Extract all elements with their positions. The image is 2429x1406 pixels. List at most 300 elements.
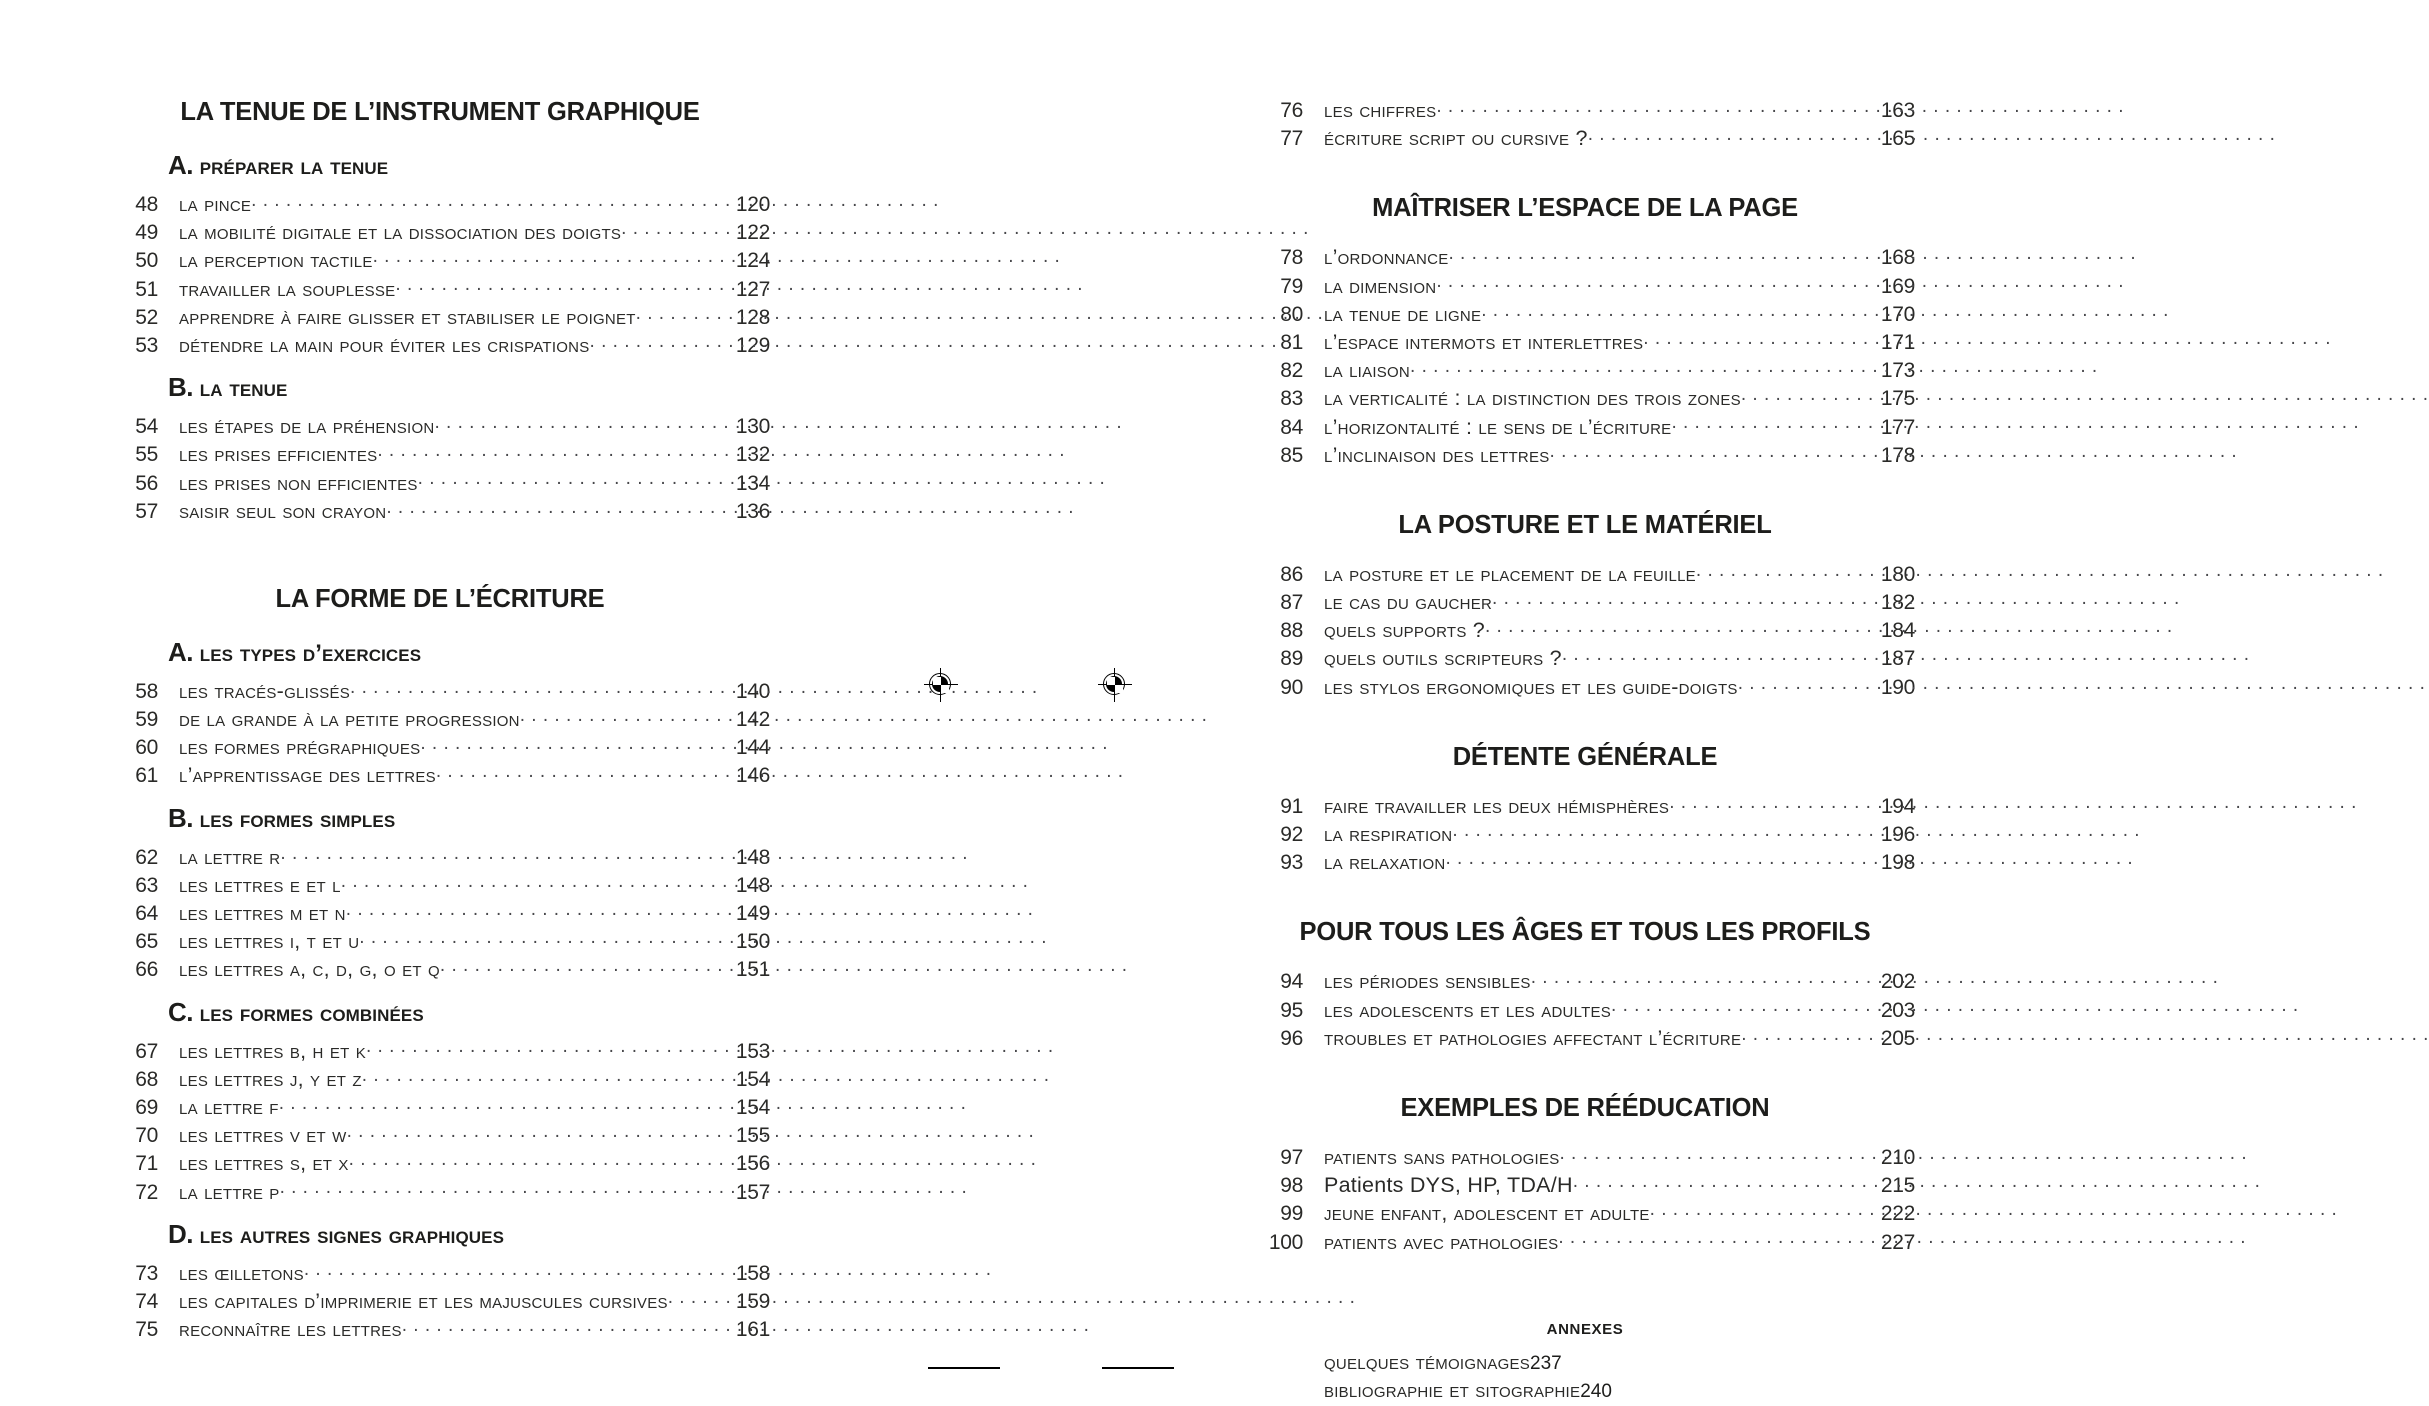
toc-entry[interactable] — [1255, 126, 1915, 154]
toc-entry-number: 51 — [135, 277, 158, 301]
toc-entry-page: 122 — [735, 221, 770, 245]
toc-entry-title: la relaxation — [1324, 850, 1446, 875]
dot-leader — [362, 1067, 723, 1086]
toc-entry[interactable] — [1255, 443, 1915, 471]
toc-entry[interactable] — [110, 1151, 770, 1179]
dot-leader — [590, 333, 723, 352]
toc-entry-page: 222 — [1880, 1202, 1915, 1226]
toc-entry-number: 56 — [135, 471, 158, 495]
toc-entry[interactable] — [110, 1095, 770, 1123]
toc-entry-page: 151 — [735, 958, 770, 982]
toc-entry-title: l’ordonnance — [1324, 245, 1449, 270]
toc-entry-number: 96 — [1280, 1026, 1303, 1050]
toc-entry-number: 90 — [1280, 675, 1303, 699]
annex-entry[interactable] — [1255, 1350, 1915, 1378]
dot-leader — [1696, 562, 1868, 581]
toc-entry[interactable] — [1255, 358, 1915, 386]
toc-entry-title: les lettres b, h et k — [179, 1038, 366, 1063]
dot-leader — [1445, 850, 1868, 869]
toc-entry-title: les capitales d’imprimerie et les majuscules cursives — [179, 1288, 668, 1313]
toc-entry[interactable] — [110, 929, 770, 957]
toc-entry[interactable] — [110, 901, 770, 929]
toc-entry-page: 180 — [1880, 562, 1915, 586]
toc-part-title: DÉTENTE GÉNÉRALE — [1452, 742, 1718, 771]
toc-entry-page: 150 — [735, 930, 770, 954]
toc-entry-number: 68 — [135, 1067, 158, 1091]
toc-entry-number: 72 — [135, 1180, 158, 1204]
toc-entry-title: reconnaître les lettres — [179, 1317, 402, 1342]
annex-entry[interactable] — [1255, 1378, 1915, 1406]
toc-entry[interactable] — [1255, 1173, 1915, 1201]
toc-entry[interactable] — [110, 442, 770, 470]
toc-entry[interactable] — [110, 1180, 770, 1208]
toc-entry-page: 173 — [1880, 359, 1915, 383]
dot-leader — [1485, 618, 1868, 637]
spacer — [1255, 947, 1915, 969]
toc-entry-title: les lettres j, y et z — [179, 1066, 362, 1091]
toc-entry-number: 55 — [135, 443, 158, 467]
toc-entry-title: les tracés-glissés — [179, 678, 351, 703]
section-heading-text: les formes simples — [199, 805, 396, 833]
toc-entry[interactable] — [110, 957, 770, 985]
spacer — [1255, 703, 1915, 743]
toc-entry-title: les lettres v et w — [179, 1123, 347, 1148]
dot-leader — [347, 1123, 723, 1142]
toc-entry[interactable] — [1255, 1230, 1915, 1258]
toc-entry-page: 178 — [1880, 443, 1915, 467]
toc-entry-number: 53 — [135, 333, 158, 357]
spacer — [1255, 471, 1915, 511]
toc-entry-number: 62 — [135, 845, 158, 869]
dot-leader — [434, 414, 723, 433]
toc-entry-number: 50 — [135, 249, 158, 273]
toc-entry-number: 48 — [135, 193, 158, 216]
toc-part-title: POUR TOUS LES ÂGES ET TOUS LES PROFILS — [1299, 918, 1871, 947]
dot-leader — [420, 735, 723, 754]
toc-entry[interactable] — [1255, 302, 1915, 330]
toc-entry-title: l’horizontalité : le sens de l’écriture — [1324, 414, 1672, 439]
dot-leader — [304, 1261, 723, 1280]
spacer — [110, 127, 770, 149]
annex-entry-title: bibliographie et sitographie — [1324, 1377, 1581, 1402]
toc-entry-title: les stylos ergonomiques et les guide-doigts — [1324, 674, 1738, 699]
toc-entry-page: 227 — [1880, 1230, 1915, 1254]
toc-entry-title: les chiffres — [1324, 98, 1437, 122]
dot-leader — [350, 679, 723, 698]
dot-leader — [1741, 1026, 1868, 1045]
toc-entry-number: 59 — [135, 708, 158, 732]
dot-leader — [1611, 998, 1868, 1017]
toc-entry[interactable] — [1255, 415, 1915, 443]
toc-entry-page: 148 — [735, 845, 770, 869]
toc-entry-title: les prises non efficientes — [179, 470, 418, 495]
toc-entry-title: la tenue de ligne — [1324, 301, 1482, 326]
toc-entry-number: 86 — [1280, 562, 1303, 586]
annexes-title: annexes — [1546, 1315, 1624, 1339]
toc-entry-title: les lettres s, et x — [179, 1151, 349, 1176]
toc-entry-title: l’apprentissage des lettres — [179, 763, 436, 788]
toc-entry-number: 63 — [135, 873, 158, 897]
toc-entry-title: patients sans pathologies — [1324, 1144, 1560, 1169]
toc-entry-number: 76 — [1280, 99, 1303, 122]
section-letter: B. — [168, 372, 200, 403]
spacer — [1255, 1054, 1915, 1094]
dot-leader — [621, 220, 723, 239]
toc-entry-title: l’espace intermots et interlettres — [1324, 329, 1644, 354]
toc-entry-page: 149 — [735, 902, 770, 925]
toc-entry-title: détendre la main pour éviter les crispations — [179, 332, 590, 357]
dot-leader — [1452, 822, 1868, 841]
dot-leader — [377, 442, 723, 461]
toc-entry-page: 202 — [1880, 970, 1915, 994]
dot-leader — [668, 1289, 723, 1308]
toc-entry-title: la lettre p — [179, 1179, 280, 1204]
dot-leader — [1436, 98, 1868, 117]
toc-entry-page: 154 — [735, 1095, 770, 1119]
toc-entry-title: les lettres i, t et u — [179, 929, 360, 954]
toc-left-column — [110, 98, 770, 1345]
toc-entry-number: 91 — [1280, 794, 1303, 818]
toc-entry-page: 215 — [1880, 1174, 1915, 1198]
toc-entry-number: 73 — [135, 1261, 158, 1285]
toc-part-title: LA FORME DE L’ÉCRITURE — [275, 584, 605, 613]
toc-entry-title: patients avec pathologies — [1324, 1229, 1559, 1254]
toc-entry-number: 93 — [1280, 851, 1303, 875]
toc-entry-page: 159 — [735, 1289, 770, 1313]
toc-entry[interactable] — [110, 707, 770, 735]
dot-leader — [395, 277, 723, 296]
toc-entry-page: 175 — [1880, 387, 1915, 411]
toc-entry-page: 203 — [1880, 998, 1915, 1022]
toc-entry-number: 58 — [135, 679, 158, 703]
toc-entry-page: 153 — [735, 1039, 770, 1063]
toc-entry[interactable] — [1255, 590, 1915, 618]
spacer — [110, 361, 770, 371]
toc-entry-title: l’inclinaison des lettres — [1324, 442, 1550, 467]
toc-entry[interactable] — [110, 1317, 770, 1345]
toc-entry[interactable] — [1255, 386, 1915, 414]
registration-mark-right — [1098, 668, 1132, 702]
toc-entry[interactable] — [110, 1289, 770, 1317]
toc-entry-number: 98 — [1280, 1174, 1303, 1198]
dot-leader — [1671, 415, 1868, 434]
spacer — [1255, 772, 1915, 794]
toc-entry-number: 49 — [135, 221, 158, 245]
dot-leader — [341, 873, 723, 892]
toc-entry[interactable] — [110, 763, 770, 791]
toc-entry[interactable] — [1255, 618, 1915, 646]
spacer — [110, 614, 770, 636]
section-letter: C. — [168, 996, 200, 1027]
toc-entry-title: les formes prégraphiques — [179, 735, 421, 760]
toc-entry-page: 194 — [1880, 794, 1915, 818]
toc-entry-title: apprendre à faire glisser et stabiliser le poignet — [179, 304, 636, 329]
toc-entry[interactable] — [1255, 794, 1915, 822]
toc-entry-title: les périodes sensibles — [1324, 969, 1531, 994]
toc-entry-number: 88 — [1280, 619, 1303, 643]
toc-entry-number: 78 — [1280, 246, 1303, 270]
section-heading-text: les autres signes graphiques — [199, 1221, 505, 1249]
toc-entry-number: 87 — [1280, 591, 1303, 615]
toc-entry[interactable] — [110, 471, 770, 499]
toc-entry-page: 187 — [1880, 647, 1915, 671]
toc-entry-title: les adolescents et les adultes — [1324, 997, 1612, 1022]
toc-entry[interactable] — [1255, 562, 1915, 590]
dot-leader — [1481, 302, 1868, 321]
toc-entry-title: la lettre f — [179, 1094, 279, 1119]
section-heading-text: les formes combinées — [199, 999, 424, 1027]
toc-entry[interactable] — [110, 1039, 770, 1067]
dot-leader — [1650, 1201, 1868, 1220]
toc-entry-page: 196 — [1880, 823, 1915, 846]
toc-entry[interactable] — [1255, 850, 1915, 878]
toc-entry[interactable] — [1255, 1145, 1915, 1173]
toc-entry-number: 97 — [1280, 1145, 1303, 1169]
toc-entry-number: 52 — [135, 305, 158, 329]
toc-entry-page: 158 — [735, 1261, 770, 1285]
toc-section-heading — [110, 636, 770, 669]
toc-entry-title: la lettre r — [179, 844, 281, 869]
toc-entry-title: travailler la souplesse — [179, 276, 396, 301]
dot-leader — [1669, 794, 1868, 813]
toc-entry-title: les lettres e et l — [179, 872, 341, 897]
toc-entry[interactable] — [1255, 274, 1915, 302]
toc-entry-page: 157 — [735, 1180, 770, 1204]
toc-entry-page: 142 — [735, 708, 770, 732]
toc-entry-page: 170 — [1880, 302, 1915, 326]
trim-mark-right — [1102, 1367, 1174, 1369]
dot-leader — [1738, 675, 1868, 694]
toc-entry-number: 95 — [1280, 998, 1303, 1022]
toc-part-title: LA TENUE DE L’INSTRUMENT GRAPHIQUE — [180, 98, 700, 126]
toc-section-heading — [110, 149, 770, 182]
toc-entry-page: 169 — [1880, 274, 1915, 298]
toc-entry-page: 144 — [735, 736, 770, 760]
toc-entry-title: la dimension — [1324, 273, 1437, 298]
spacer — [1255, 540, 1915, 562]
toc-entry-page: 198 — [1880, 851, 1915, 875]
toc-entry-number: 67 — [135, 1039, 158, 1063]
dot-leader — [1588, 126, 1868, 145]
toc-entry-title: troubles et pathologies affectant l’écriture — [1324, 1025, 1742, 1050]
toc-entry-number: 79 — [1280, 274, 1303, 298]
spacer — [110, 1208, 770, 1218]
toc-entry[interactable] — [110, 845, 770, 873]
dot-leader — [1492, 590, 1868, 609]
toc-entry-page: 184 — [1880, 619, 1915, 643]
toc-entry-title: le cas du gaucher — [1324, 590, 1493, 615]
dot-leader — [436, 763, 723, 782]
toc-entry[interactable] — [1255, 245, 1915, 273]
toc-part-title: MAÎTRISER L’ESPACE DE LA PAGE — [1372, 194, 1798, 223]
spacer — [110, 527, 770, 585]
toc-entry-page: 161 — [735, 1318, 770, 1342]
toc-section-heading — [110, 996, 770, 1029]
dot-leader — [1410, 358, 1868, 377]
toc-entry-number: 54 — [135, 415, 158, 439]
toc-entry-title: les lettres m et n — [179, 901, 346, 925]
spacer — [110, 792, 770, 802]
toc-entry[interactable] — [110, 499, 770, 527]
toc-entry-number: 82 — [1280, 359, 1303, 383]
toc-entry-title: la mobilité digitale et la dissociation des doigts — [179, 220, 622, 245]
toc-entry-number: 84 — [1280, 415, 1303, 439]
toc-entry[interactable] — [110, 735, 770, 763]
toc-entry-page: 146 — [735, 764, 770, 788]
toc-entry-number: 80 — [1280, 302, 1303, 326]
toc-entry[interactable] — [110, 277, 770, 305]
registration-mark-left — [924, 668, 958, 702]
spacer — [1255, 154, 1915, 194]
toc-entry[interactable] — [1255, 646, 1915, 674]
toc-entry-page: 163 — [1880, 99, 1915, 122]
dot-leader — [1562, 646, 1868, 665]
toc-entry[interactable] — [110, 248, 770, 276]
spacer — [110, 986, 770, 996]
spacer — [1255, 878, 1915, 918]
toc-entry-page: 165 — [1880, 127, 1915, 151]
toc-entry-page: 127 — [735, 277, 770, 301]
toc-entry-page: 154 — [735, 1067, 770, 1091]
dot-leader — [349, 1151, 723, 1170]
spacer — [1255, 1258, 1915, 1316]
toc-entry-title: de la grande à la petite progression — [179, 707, 520, 732]
spacer — [1255, 223, 1915, 245]
toc-entry[interactable] — [110, 679, 770, 707]
section-letter: A. — [168, 636, 200, 667]
section-letter: A. — [168, 150, 200, 180]
toc-entry-page: 136 — [735, 499, 770, 523]
toc-entry-number: 64 — [135, 902, 158, 925]
toc-entry-page: 190 — [1880, 675, 1915, 699]
toc-entry[interactable] — [1255, 98, 1915, 126]
dot-leader — [1741, 386, 1868, 405]
toc-entry[interactable] — [110, 414, 770, 442]
dot-leader — [1448, 245, 1868, 264]
dot-leader — [1558, 1230, 1868, 1249]
toc-entry-page: 171 — [1880, 330, 1915, 354]
toc-entry[interactable] — [110, 1123, 770, 1151]
toc-entry[interactable] — [110, 873, 770, 901]
dot-leader — [440, 957, 723, 976]
dot-leader — [418, 471, 723, 490]
toc-entry-title: les lettres a, c, d, g, o et q — [179, 957, 440, 982]
toc-entry-page: 134 — [735, 471, 770, 495]
toc-section-heading — [110, 371, 770, 404]
toc-entry-title: la perception tactile — [179, 248, 373, 273]
trim-mark-left — [928, 1367, 1000, 1369]
toc-entry-page: 177 — [1880, 415, 1915, 439]
toc-entry[interactable] — [1255, 969, 1915, 997]
section-heading-text: la tenue — [199, 375, 288, 403]
toc-entry-title: les œilletons — [179, 1260, 304, 1285]
toc-entry-page: 182 — [1880, 591, 1915, 615]
toc-entry[interactable] — [1255, 675, 1915, 703]
dot-leader — [366, 1039, 723, 1058]
toc-part-title: EXEMPLES DE RÉÉDUCATION — [1400, 1093, 1770, 1122]
toc-entry-title: la verticalité : la distinction des trois zones — [1324, 386, 1741, 411]
annex-entry-page: 237 — [1530, 1352, 1562, 1374]
toc-entry-page: 128 — [735, 305, 770, 329]
dot-leader — [1559, 1145, 1868, 1164]
dot-leader — [1643, 330, 1868, 349]
toc-entry-title: la liaison — [1324, 358, 1411, 383]
section-letter: D. — [168, 1218, 200, 1249]
toc-entry-title: écriture script ou cursive ? — [1324, 126, 1588, 151]
toc-entry-page: 155 — [735, 1124, 770, 1148]
dot-leader — [636, 305, 723, 324]
toc-entry-number: 77 — [1280, 127, 1303, 151]
toc-entry-number: 60 — [135, 736, 158, 760]
toc-entry-page: 124 — [735, 249, 770, 273]
toc-right-column — [1255, 98, 1915, 1406]
toc-entry-page: 120 — [735, 193, 770, 216]
toc-entry-number: 94 — [1280, 970, 1303, 994]
dot-leader — [346, 901, 723, 920]
toc-entry-title: jeune enfant, adolescent et adulte — [1324, 1201, 1650, 1226]
toc-entry[interactable] — [1255, 1026, 1915, 1054]
toc-entry-title: faire travailler les deux hémisphères — [1324, 793, 1670, 818]
toc-entry[interactable] — [110, 1067, 770, 1095]
toc-entry-title: les étapes de la préhension — [179, 414, 435, 439]
toc-entry-page: 148 — [735, 873, 770, 897]
toc-entry-number: 85 — [1280, 443, 1303, 467]
toc-entry-page: 129 — [735, 333, 770, 357]
toc-entry[interactable] — [110, 220, 770, 248]
toc-entry-number: 66 — [135, 958, 158, 982]
toc-section-heading — [110, 1218, 770, 1251]
annex-entry-page: 240 — [1580, 1380, 1612, 1402]
toc-entry[interactable] — [110, 192, 770, 220]
dot-leader — [373, 248, 723, 267]
toc-entry-page: 156 — [735, 1152, 770, 1176]
dot-leader — [520, 707, 723, 726]
annex-entry-title: quelques témoignages — [1324, 1349, 1531, 1374]
dot-leader — [359, 929, 723, 948]
dot-leader — [280, 845, 723, 864]
toc-entry-number: 65 — [135, 930, 158, 954]
toc-entry-number: 75 — [135, 1318, 158, 1342]
dot-leader — [402, 1317, 723, 1336]
toc-entry-title: la posture et le placement de la feuille — [1324, 561, 1696, 586]
toc-entry[interactable] — [110, 333, 770, 361]
dot-leader — [251, 192, 723, 211]
toc-entry[interactable] — [1255, 330, 1915, 358]
toc-entry-number: 81 — [1280, 330, 1303, 354]
toc-entry-number: 61 — [135, 764, 158, 788]
toc-part-title: LA POSTURE ET LE MATÉRIEL — [1398, 510, 1772, 539]
toc-entry-title: quels supports ? — [1324, 618, 1485, 643]
toc-entry[interactable] — [1255, 822, 1915, 850]
toc-entry[interactable] — [1255, 998, 1915, 1026]
toc-entry-title: la respiration — [1324, 822, 1453, 846]
toc-entry-page: 205 — [1880, 1026, 1915, 1050]
toc-entry-number: 92 — [1280, 823, 1303, 846]
toc-entry-page: 132 — [735, 443, 770, 467]
toc-entry[interactable] — [1255, 1201, 1915, 1229]
toc-entry-page: 210 — [1880, 1145, 1915, 1169]
toc-entry[interactable] — [110, 1261, 770, 1289]
toc-entry-number: 57 — [135, 499, 158, 523]
toc-entry-title: les prises efficientes — [179, 442, 378, 467]
toc-entry-number: 83 — [1280, 387, 1303, 411]
dot-leader — [386, 499, 723, 518]
dot-leader — [1531, 969, 1868, 988]
toc-entry[interactable] — [110, 305, 770, 333]
toc-entry-title: saisir seul son crayon — [179, 498, 387, 523]
toc-entry-number: 74 — [135, 1289, 158, 1313]
toc-entry-number: 70 — [135, 1124, 158, 1148]
